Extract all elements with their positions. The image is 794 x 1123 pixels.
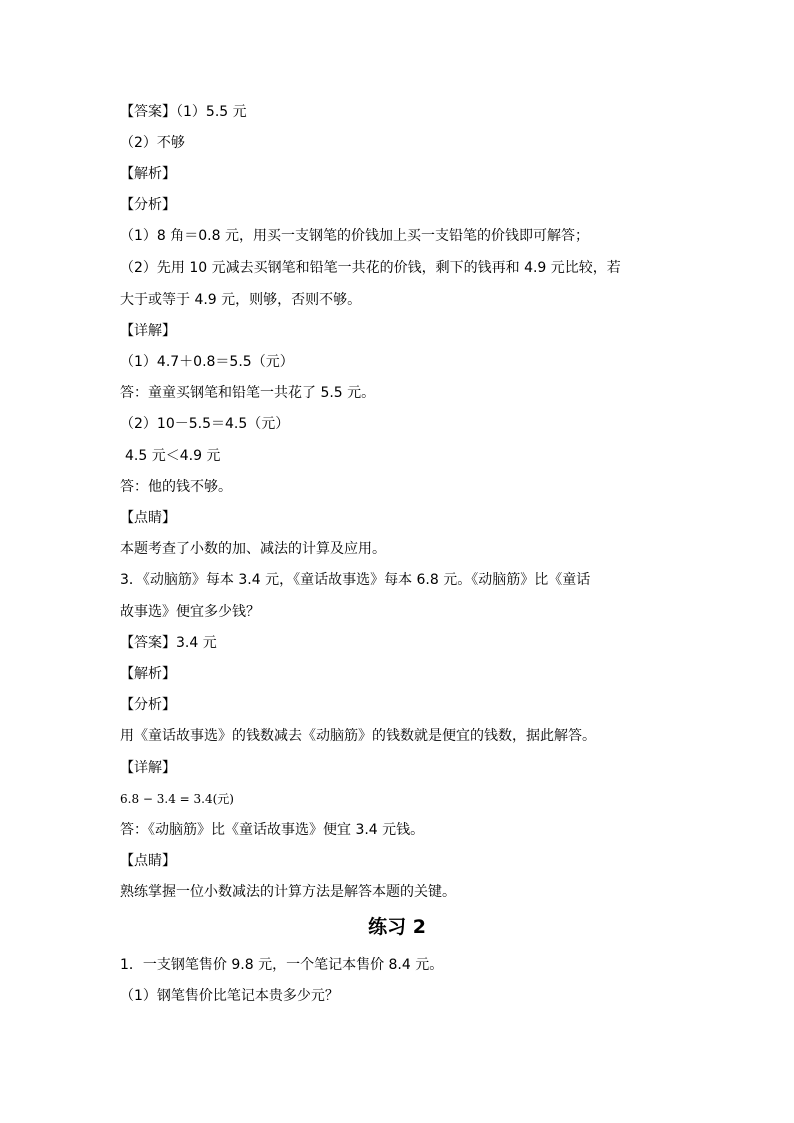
q3-detail-answer: 答：《动脑筋》比《童话故事选》便宜 3.4 元钱。 — [120, 822, 425, 838]
q3-analysis-text: 用《童话故事选》的钱数减去《动脑筋》的钱数就是便宜的钱数，据此解答。 — [120, 728, 596, 744]
q3-comment-text: 熟练掌握一位小数减法的计算方法是解答本题的关键。 — [120, 884, 456, 900]
comment-text: 本题考查了小数的加、减法的计算及应用。 — [120, 541, 386, 557]
question-3-line-1: 3．《动脑筋》每本 3.4 元，《童话故事选》每本 6.8 元。《动脑筋》比《童话 — [120, 572, 591, 588]
detail-step-2: （2）10－5.5＝4.5（元） — [120, 416, 290, 432]
analysis-text-2: （2）先用 10 元减去买钢笔和铅笔一共花的价钱，剩下的钱再和 4.9 元比较，若 — [120, 260, 621, 276]
analysis-text-1: （1）8 角＝0.8 元，用买一支钢笔的价钱加上买一支铅笔的价钱即可解答； — [120, 228, 589, 244]
exercise-question-1-part-1: （1）钢笔售价比笔记本贵多少元？ — [120, 988, 339, 1004]
q3-analysis-heading: 【解析】 — [120, 666, 176, 682]
detail-compare: 4.5 元＜4.9 元 — [125, 448, 221, 464]
q3-analysis-sub-heading: 【分析】 — [120, 697, 176, 713]
answer-line: 【答案】（1）5.5 元 — [120, 104, 247, 120]
question-3-line-2: 故事选》便宜多少钱？ — [120, 604, 260, 620]
detail-heading: 【详解】 — [120, 323, 176, 339]
q3-detail-heading: 【详解】 — [120, 760, 176, 776]
analysis-heading: 【解析】 — [120, 166, 176, 182]
detail-step-1: （1）4.7＋0.8＝5.5（元） — [120, 354, 294, 370]
q3-comment-heading: 【点睛】 — [120, 853, 176, 869]
comment-heading: 【点睛】 — [120, 510, 176, 526]
analysis-text-3: 大于或等于 4.9 元，则够，否则不够。 — [120, 292, 362, 308]
detail-answer-2: 答：他的钱不够。 — [120, 479, 232, 495]
detail-answer-1: 答：童童买钢笔和铅笔一共花了 5.5 元。 — [120, 385, 376, 401]
exercise-question-1: 1．一支钢笔售价 9.8 元，一个笔记本售价 8.4 元。 — [120, 957, 444, 973]
q3-formula: 6.8 − 3.4 = 3.4(元) — [120, 792, 234, 806]
section-heading: 练习 2 — [368, 916, 426, 938]
q3-answer: 【答案】3.4 元 — [120, 635, 217, 651]
answer-part2: （2）不够 — [120, 135, 185, 151]
analysis-sub-heading: 【分析】 — [120, 197, 176, 213]
